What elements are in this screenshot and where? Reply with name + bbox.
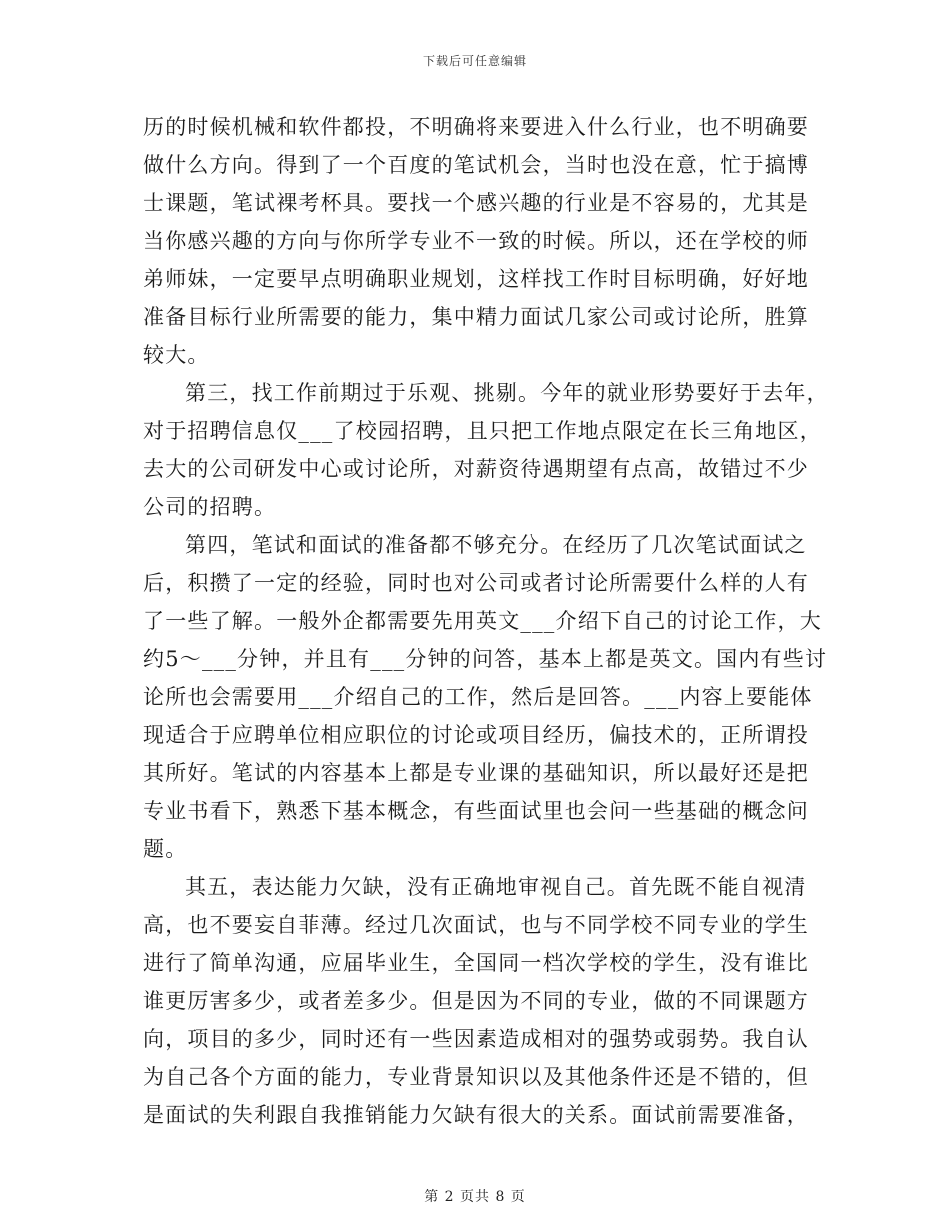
text-line: 较大。 bbox=[143, 343, 210, 367]
text-line: 专业书看下，熟悉下基本概念，有些面试里也会问一些基础的概念问 bbox=[143, 799, 809, 823]
text-line: 去大的公司研发中心或讨论所，对薪资待遇期望有点高，故错过不少 bbox=[143, 457, 809, 481]
text-line: 公司的招聘。 bbox=[143, 495, 277, 519]
text-line: 现适合于应聘单位相应职位的讨论或项目经历，偏技术的，正所谓投 bbox=[143, 723, 809, 747]
text-line: 第三，找工作前期过于乐观、挑剔。今年的就业形势要好于去年， bbox=[185, 381, 829, 405]
text-line: 向，项目的多少，同时还有一些因素造成相对的强势或弱势。我自认 bbox=[143, 1027, 809, 1051]
text-line: 谁更厉害多少，或者差多少。但是因为不同的专业，做的不同课题方 bbox=[143, 989, 809, 1013]
text-line: 士课题，笔试裸考杯具。要找一个感兴趣的行业是不容易的，尤其是 bbox=[143, 191, 809, 215]
text-line: 准备目标行业所需要的能力，集中精力面试几家公司或讨论所，胜算 bbox=[143, 305, 809, 329]
text-line: 当你感兴趣的方向与你所学专业不一致的时候。所以，还在学校的师 bbox=[143, 229, 809, 253]
page-header: 下载后可任意编辑 bbox=[422, 54, 527, 68]
page-number: 第 2 页共 8 页 bbox=[424, 1189, 526, 1205]
text-line: 其五，表达能力欠缺，没有正确地审视自己。首先既不能自视清 bbox=[185, 875, 807, 899]
paragraph bbox=[143, 526, 828, 868]
text-line: 了一些了解。一般外企都需要先用英文___介绍下自己的讨论工作，大 bbox=[143, 609, 822, 633]
text-line: 约5～___分钟，并且有___分钟的问答，基本上都是英文。国内有些讨 bbox=[143, 647, 828, 671]
paragraph bbox=[143, 868, 809, 1134]
text-line: 第四，笔试和面试的准备都不够充分。在经历了几次笔试面试之 bbox=[185, 533, 807, 557]
text-line: 后，积攒了一定的经验，同时也对公司或者讨论所需要什么样的人有 bbox=[143, 571, 809, 595]
text-line: 是面试的失利跟自我推销能力欠缺有很大的关系。面试前需要准备， bbox=[143, 1103, 809, 1127]
text-line: 其所好。笔试的内容基本上都是专业课的基础知识，所以最好还是把 bbox=[143, 761, 809, 785]
text-line: 进行了简单沟通，应届毕业生，全国同一档次学校的学生，没有谁比 bbox=[143, 951, 809, 975]
document-body bbox=[143, 108, 829, 1134]
text-line: 高，也不要妄自菲薄。经过几次面试，也与不同学校不同专业的学生 bbox=[143, 913, 809, 937]
text-line: 论所也会需要用___介绍自己的工作，然后是回答。___内容上要能体 bbox=[143, 685, 813, 709]
text-line: 弟师妹，一定要早点明确职业规划，这样找工作时目标明确，好好地 bbox=[143, 267, 809, 291]
text-line: 题。 bbox=[143, 837, 188, 861]
text-line: 历的时候机械和软件都投，不明确将来要进入什么行业，也不明确要 bbox=[143, 115, 809, 139]
paragraph bbox=[143, 374, 829, 526]
text-line: 做什么方向。得到了一个百度的笔试机会，当时也没在意，忙于搞博 bbox=[143, 153, 809, 177]
paragraph bbox=[143, 108, 809, 374]
text-line: 对于招聘信息仅___了校园招聘，且只把工作地点限定在长三角地区， bbox=[143, 419, 822, 443]
text-line: 为自己各个方面的能力，专业背景知识以及其他条件还是不错的，但 bbox=[143, 1065, 809, 1089]
